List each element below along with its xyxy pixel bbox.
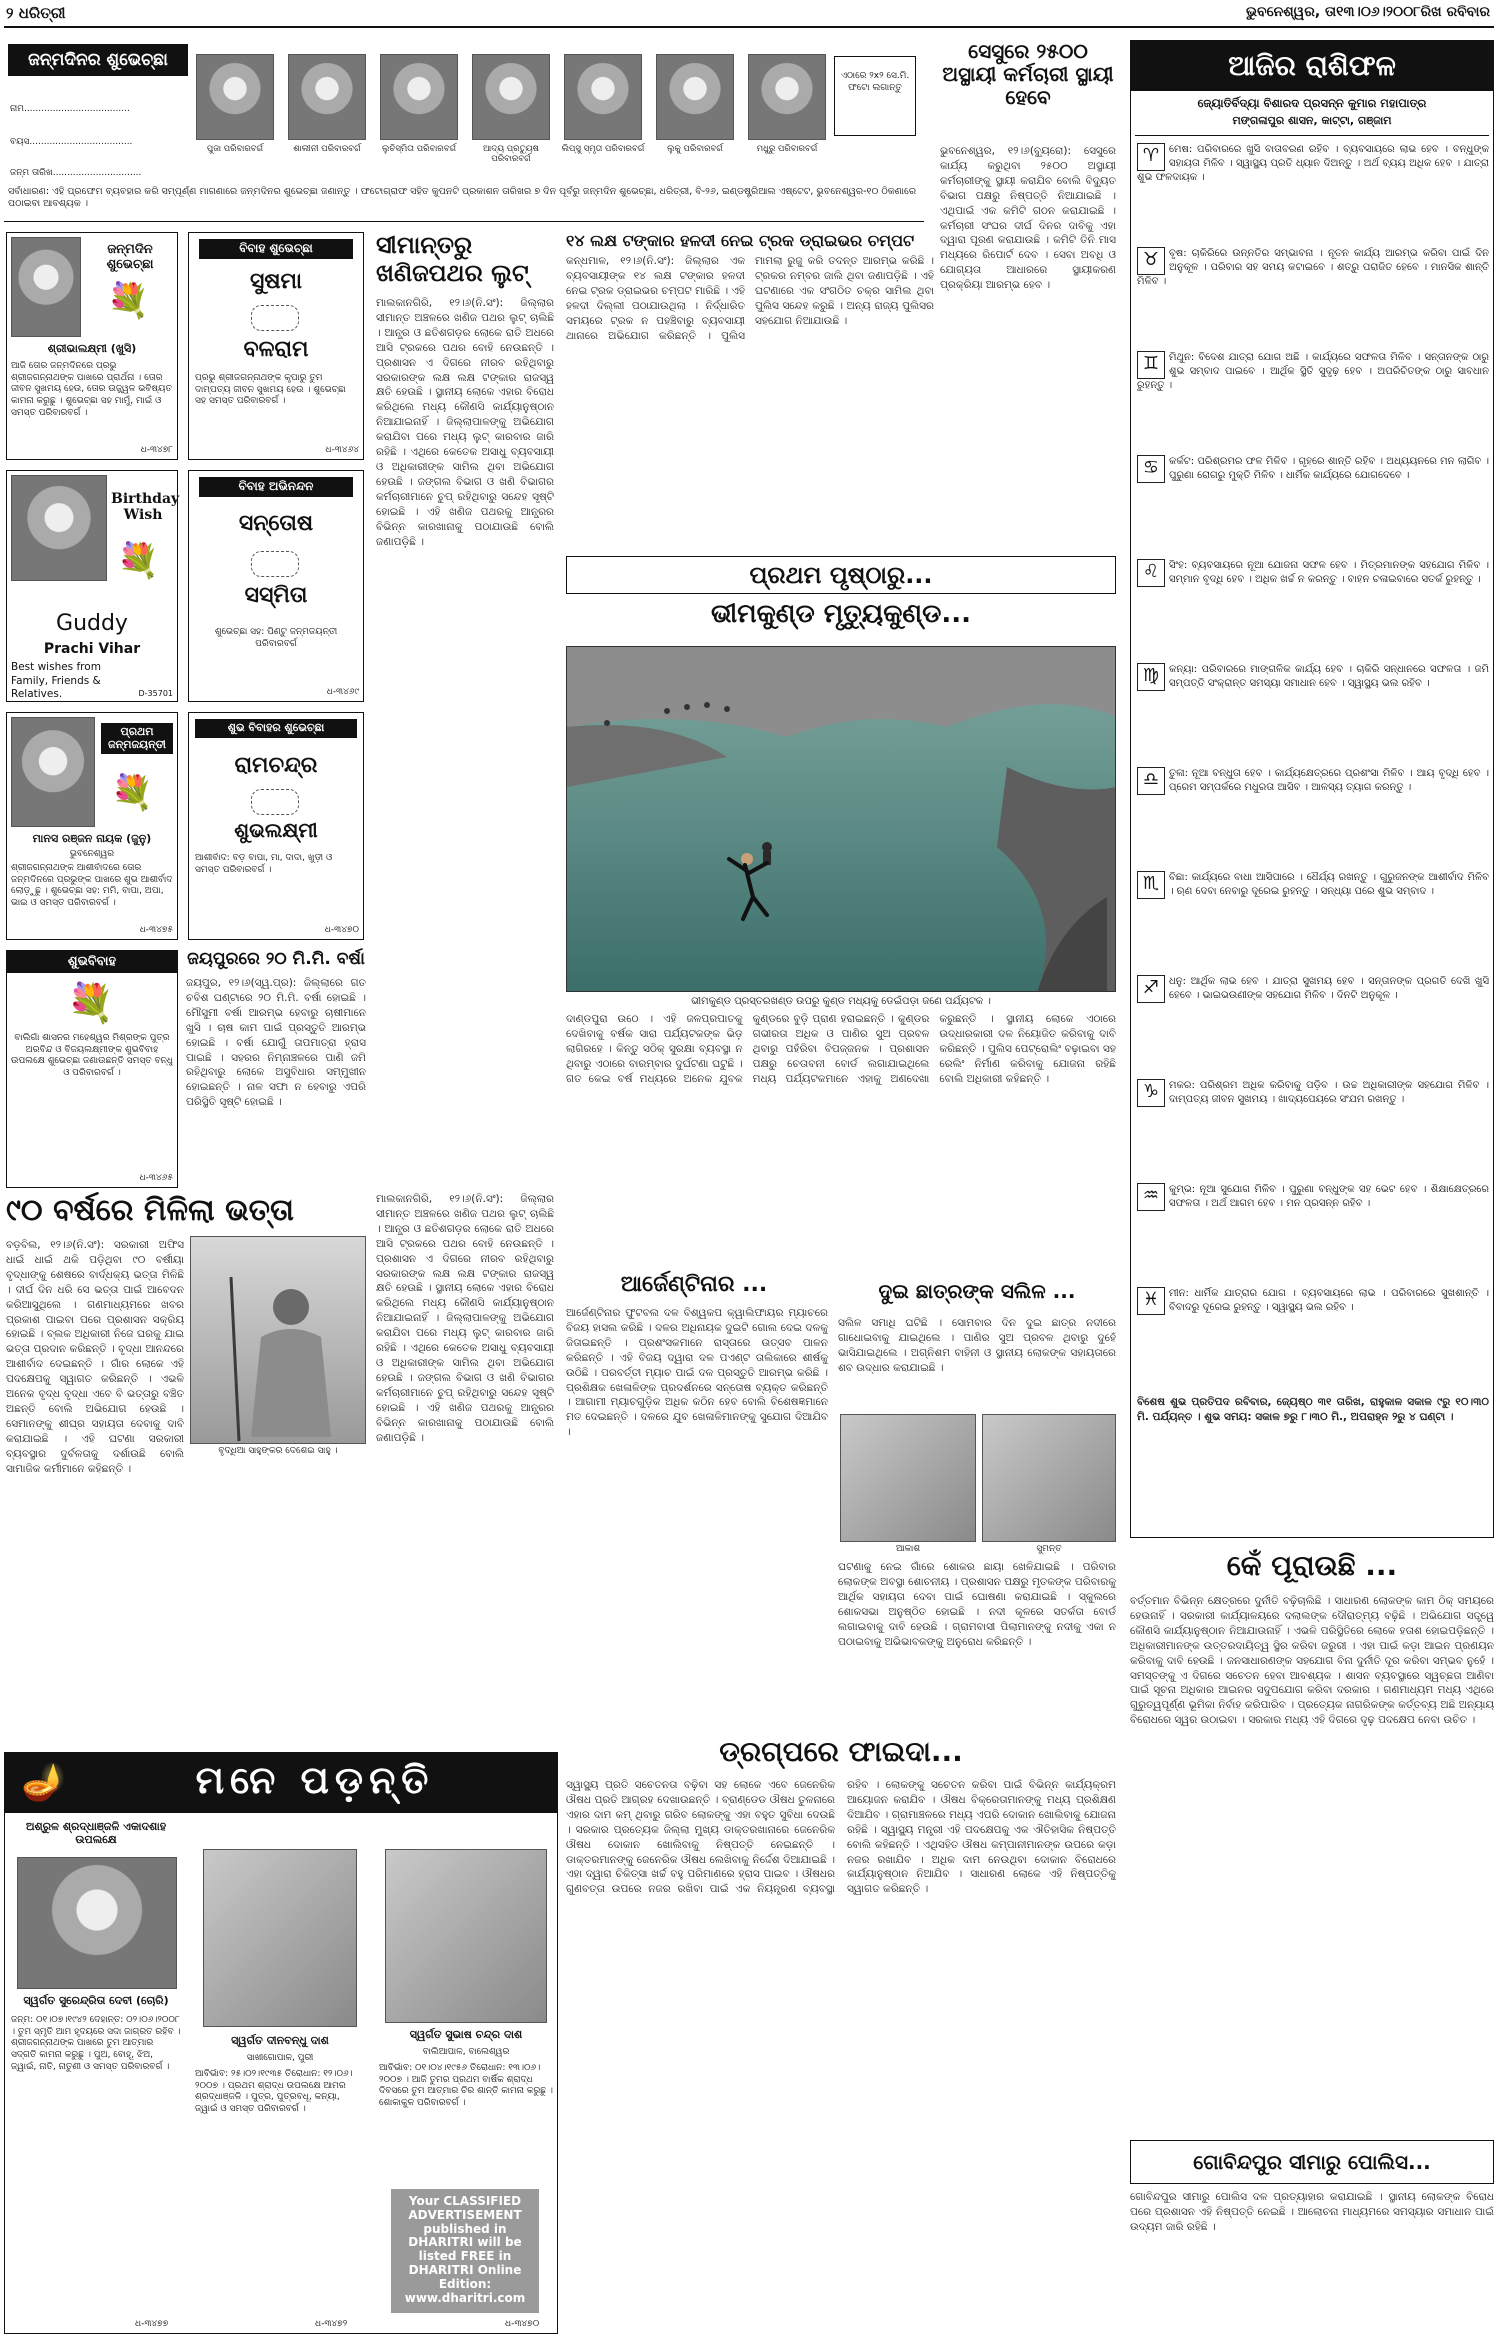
rashi-entry xyxy=(1137,1079,1489,1179)
thumbnail-caption: ପୁଜା ପରିବାରବର୍ଗ xyxy=(206,144,264,154)
child-photo xyxy=(11,717,95,827)
drug-headline: ଡ୍ରଗ୍‌ପରେ ଫାଇଦା... xyxy=(719,1735,963,1768)
student-caption-1: ଆକାଶ xyxy=(895,1544,921,1554)
header-rule xyxy=(4,26,1494,28)
c3-title: ପ୍ରଥମ ଜନ୍ମଜୟନ୍ତୀ xyxy=(101,723,173,754)
bhima-body: ଦାଣ୍ଡପୁରା ଉଠେ । ଏହି ଜଳପ୍ରପାତକୁ ଦେଖିବାକୁ ବର୍ଷକ ସାରା ପର୍ଯ୍ୟଟକଙ୍କ ଭିଡ଼ ଲାଗିରହେ । କିନ୍ତୁ ସଠିକ୍ ସୁରକ୍ଷା ବ୍ୟବସ୍ଥା ନ ଥିବାରୁ ଏଠାରେ ବାରମ୍ବାର ଦୁର୍ଘଟଣା ଘଟୁଛି । ଗତ କେଇ ବର୍ଷ ମଧ୍ୟରେ ଅନେକ ଯୁବକ କୁଣ୍ଡରେ ବୁଡ଼ି ପ୍ରାଣ ହରାଇଛନ୍ତି । କୁଣ୍ଡର ଗଭୀରତା ଅଧିକ ଓ ପାଣିର ସୁଅ ପ୍ରବଳ ଥିବାରୁ ପହଁରିବା ବିପଜ୍ଜନକ । ପ୍ରଶାସନ ପକ୍ଷରୁ ଚେତାବନୀ ବୋର୍ଡ ଲଗାଯାଇଥିଲେ ମଧ୍ୟ ପର୍ଯ୍ୟଟକମାନେ ଏହାକୁ ଅଣଦେଖା କରୁଛନ୍ତି । ସ୍ଥାନୀୟ ଲୋକେ ଏଠାରେ ଉଦ୍ଧାରକାରୀ ଦଳ ନିୟୋଜିତ କରିବାକୁ ଦାବି କରିଛନ୍ତି । ପୁଲିସ ପେଟ୍ରୋଲିଂ ବଢ଼ାଇବା ସହ ରେଲିଂ ନିର୍ମାଣ କରିବାକୁ ଯୋଜନା ରହିଛି ବୋଲି ଅଧିକାରୀ କହିଛନ୍ତି । xyxy=(566,1013,1116,1085)
rain-headline: ଜୟପୁରରେ ୨୦ ମି.ମି. ବର୍ଷା xyxy=(187,949,365,969)
child-photo xyxy=(11,475,107,581)
birthday-title: ଜନ୍ମଦିନର ଶୁଭେଚ୍ଛା xyxy=(8,44,188,76)
gobind-headline: ଗୋବିନ୍ଦପୁର ସୀମାରୁ ପୋଲିସ... xyxy=(1193,2150,1431,2174)
p3-photo xyxy=(385,1849,547,2023)
m2-groom: ସନ୍ତୋଷ xyxy=(238,511,314,536)
chhatra-headline: ଦୁଇ ଛାତ୍ରଙ୍କ ସଲିଳ ... xyxy=(878,1279,1076,1303)
kempura-headline: କେଁ ପୂରାଉଛି ... xyxy=(1226,1549,1398,1582)
p1-code: ଧ-୩୪୭୭ xyxy=(135,2319,169,2329)
rashi-text: ମିଥୁନ: ବିଦେଶ ଯାତ୍ରା ଯୋଗ ଅଛି । କାର୍ଯ୍ୟରେ ସଫଳତା ମିଳିବ । ସନ୍ତାନଙ୍କ ଠାରୁ ଶୁଭ ସମ୍ବାଦ ପାଇବେ । ଆର୍ଥିକ ସ୍ଥିତି ସୁଦୃଢ଼ ହେବ । ଅପରିଚିତଙ୍କ ଠାରୁ ସାବଧାନ ରୁହନ୍ତୁ । xyxy=(1137,352,1489,391)
thumbnail-caption: ମଧୁରୁ ପରିବାରବର୍ଗ xyxy=(756,144,818,154)
rashi-entry xyxy=(1137,975,1489,1075)
rashi-text: ମୀନ: ଧାର୍ମିକ ଯାତ୍ରାର ଯୋଗ । ବ୍ୟବସାୟରେ ଲାଭ । ପରିବାରରେ ସୁଖଶାନ୍ତି । ବିବାଦରୁ ଦୂରେଇ ରୁହନ୍ତୁ । ସ୍ୱାସ୍ଥ୍ୟ ଭଲ ରହିବ । xyxy=(1169,1288,1489,1313)
thumbnail-photo xyxy=(380,54,458,140)
p3-place: ବାଲିଆପାଳ, ବାଲେଶ୍ୱର xyxy=(422,2047,510,2057)
thumbnail-photo xyxy=(196,54,274,140)
hands-icon xyxy=(251,551,299,577)
rashifala-footer: ବିଶେଷ ଶୁଭ ପ୍ରତିପଦ ରବିବାର, ଜ୍ୟେଷ୍ଠ ୩୧ ତାରିଖ, ରାହୁକାଳ ସକାଳ ୯ରୁ ୧୦।୩୦ ମି. ପର୍ଯ୍ୟନ୍ତ । ଶୁଭ ସମୟ: ସକାଳ ୭ରୁ ୮।୩୦ ମି., ଅପରାହ୍ନ ୨ରୁ ୪ ଘଣ୍ଟା । xyxy=(1137,1396,1489,1423)
argentina-headline: ଆର୍ଜେଣ୍ଟିନାର ... xyxy=(620,1272,768,1297)
rashi-text: କର୍କଟ: ପରିଶ୍ରମର ଫଳ ମିଳିବ । ଗୃହରେ ଶାନ୍ତି ରହିବ । ଅଧ୍ୟୟନରେ ମନ ଲାଗିବ । ପୁରୁଣା ରୋଗରୁ ମୁକ୍ତି ମିଳିବ । ଧାର୍ମିକ କାର୍ଯ୍ୟରେ ଯୋଗଦେବେ । xyxy=(1169,456,1489,481)
thumbnail-photo xyxy=(656,54,734,140)
c2-code: D-35701 xyxy=(138,688,173,698)
rashi-text: ମକର: ପରିଶ୍ରମ ଅଧିକ କରିବାକୁ ପଡ଼ିବ । ଉଚ୍ଚ ଅଧିକାରୀଙ୍କ ସହଯୋଗ ମିଳିବ । ଦାମ୍ପତ୍ୟ ଜୀବନ ସୁଖମୟ । ଖାଦ୍ୟପେୟରେ ସଂଯମ ରଖନ୍ତୁ । xyxy=(1169,1080,1489,1105)
rashifala-section xyxy=(1130,40,1494,1538)
m2-text: ଶୁଭେଚ୍ଛା ସହ: ପିଣ୍ଟୁ ଜନ୍ମଜୟନ୍ତୀ ପରିବାରବର୍ଗ xyxy=(214,627,338,649)
p1-name: ସ୍ୱର୍ଗତ ସୁରେନ୍ଦ୍ରିତା ଦେବୀ (ଚୋରି) xyxy=(23,1994,169,2007)
zodiac-icon: ♉ xyxy=(1137,247,1165,275)
classified-birthday-1 xyxy=(6,232,178,460)
c2-title: Birthday Wish xyxy=(111,491,180,524)
bhima-headline: ଭୀମକୁଣ୍ଡ ମୃତ୍ୟୁକୁଣ୍ଡ... xyxy=(711,599,971,629)
m3-text: ଆଶୀର୍ବାଦ: ବଡ଼ ବାପା, ମା, ଦାଦା, ଖୁଡ଼ୀ ଓ ସମସ୍ତ ପରିବାରବର୍ଗ । xyxy=(195,853,333,875)
rashifala-place: ମଙ୍ଗଳାପୁର ଶାସନ, କାଟ୍ଟା, ଗଞ୍ଜାମ xyxy=(1232,114,1392,127)
m2-head: ବିବାହ ଅଭିନନ୍ଦନ xyxy=(199,477,353,497)
rashi-text: ବୃଷ: ଚାକିରିରେ ଉନ୍ନତିର ସମ୍ଭାବନା । ନୂତନ କାର୍ଯ୍ୟ ଆରମ୍ଭ କରିବା ପାଇଁ ଦିନ ଅନୁକୂଳ । ପରିବାର ସହ ସମୟ କଟାଇବେ । ଶତ୍ରୁ ପରାଜିତ ହେବେ । ମାନସିକ ଶାନ୍ତି ମିଳିବ । xyxy=(1137,248,1489,287)
rashi-entry xyxy=(1137,247,1489,347)
c4-code: ଧ-୩୪୬୫ xyxy=(139,1173,173,1184)
rashifala-title: ଆଜିର ରାଶିଫଳ xyxy=(1131,41,1493,91)
prathama-label: ପ୍ରଥମ ପୃଷ୍ଠାରୁ... xyxy=(749,561,933,589)
drug-body: ସ୍ୱାସ୍ଥ୍ୟ ପ୍ରତି ସଚେତନତା ବଢ଼ିବା ସହ ଲୋକେ ଏବେ ଜେନେରିକ ଔଷଧ ପ୍ରତି ଆଗ୍ରହ ଦେଖାଉଛନ୍ତି । ବ୍ରାଣ୍ଡେଡ ଔଷଧ ତୁଳନାରେ ଏହାର ଦାମ କମ୍ ଥିବାରୁ ଗରିବ ଲୋକଙ୍କୁ ଏହା ବହୁତ ସୁବିଧା ଦେଉଛି । ସରକାର ପ୍ରତ୍ୟେକ ଜିଲ୍ଲା ମୁଖ୍ୟ ଡାକ୍ତରଖାନାରେ ଜେନେରିକ ଔଷଧ ଦୋକାନ ଖୋଲିବାକୁ ନିଷ୍ପତ୍ତି ନେଇଛନ୍ତି । ଡାକ୍ତରମାନଙ୍କୁ ଜେନେରିକ ଔଷଧ ଲେଖିବାକୁ ନିର୍ଦ୍ଦେଶ ଦିଆଯାଇଛି । ଏହା ଦ୍ୱାରା ଚିକିତ୍ସା ଖର୍ଚ୍ଚ ବହୁ ପରିମାଣରେ ହ୍ରାସ ପାଇବ । ଔଷଧର ଗୁଣବତ୍ତା ଉପରେ ନଜର ରଖିବା ପାଇଁ ଏକ ନିୟନ୍ତ୍ରଣ ବ୍ୟବସ୍ଥା ରହିବ । ଲୋକଙ୍କୁ ସଚେତନ କରିବା ପାଇଁ ବିଭିନ୍ନ କାର୍ଯ୍ୟକ୍ରମ ଆୟୋଜନ କରାଯିବ । ଔଷଧ ବିକ୍ରେତାମାନଙ୍କୁ ମଧ୍ୟ ପ୍ରଶିକ୍ଷଣ ଦିଆଯିବ । ଗ୍ରାମାଞ୍ଚଳରେ ମଧ୍ୟ ଏପରି ଦୋକାନ ଖୋଲିବାକୁ ଯୋଜନା ରହିଛି । ସ୍ୱାସ୍ଥ୍ୟ ମନ୍ତ୍ରୀ ଏହି ପଦକ୍ଷେପକୁ ଏକ ଐତିହାସିକ ନିଷ୍ପତ୍ତି ବୋଲି କହିଛନ୍ତି । ଏଥିସହିତ ଔଷଧ କମ୍ପାନୀମାନଙ୍କ ଉପରେ କଡ଼ା ନଜର ରଖାଯିବ । ଅଧିକ ଦାମ ନେଉଥିବା ଦୋକାନ ବିରୋଧରେ କାର୍ଯ୍ୟାନୁଷ୍ଠାନ ନିଆଯିବ । ସାଧାରଣ ଲୋକେ ଏହି ନିଷ୍ପତ୍ତିକୁ ସ୍ୱାଗତ କରିଛନ୍ତି । xyxy=(566,1779,1116,1896)
m1-head: ବିବାହ ଶୁଭେଚ୍ଛା xyxy=(199,239,353,259)
bhatta-headline: ୯୦ ବର୍ଷରେ ମିଳିଲା ଭତ୍ତା xyxy=(6,1193,294,1228)
p1-text: ଜନ୍ମ: ୦୧।୦୭।୧୯୪୨ ଦେହାନ୍ତ: ୦୨।୦୬।୨୦୦୮ । ତୁମ ସ୍ମୃତି ଆମ ହୃଦୟରେ ସଦା ଜାଗ୍ରତ ରହିବ । ଶ୍ରୀଜଗନ୍ନାଥଙ୍କ ପାଖରେ ତୁମ ଆତ୍ମାର ସଦ୍ଗତି କାମନା କରୁଛୁ । ପୁଅ, ବୋହୂ, ଝିଅ, ଜ୍ୱାଇଁ, ନାତି, ନାତୁଣୀ ଓ ସମସ୍ତ ପରିବାରବର୍ଗ । xyxy=(11,2015,181,2072)
c1-code: ଧ-୩୪୭୮ xyxy=(140,445,173,456)
bhima-caption: ଭୀମକୁଣ୍ଡ ପ୍ରସ୍ତରଖଣ୍ଡ ଉପରୁ କୁଣ୍ଡ ମଧ୍ୟକୁ ଡେଇଁପଡ଼ା ଜଣେ ପର୍ଯ୍ୟଟକ । xyxy=(691,996,991,1007)
zodiac-icon: ♋ xyxy=(1137,455,1165,483)
form-name: ନାମ..................................... xyxy=(10,104,130,114)
zodiac-icon: ♌ xyxy=(1137,559,1165,587)
p3-name: ସ୍ୱର୍ଗତ ସୁଭାଷ ଚନ୍ଦ୍ର ଦାଶ xyxy=(409,2028,523,2041)
student-caption-2: ସୁମନ୍ତ xyxy=(1036,1544,1062,1554)
rashi-text: ତୁଳା: ନୂଆ ବନ୍ଧୁତା ହେବ । କାର୍ଯ୍ୟକ୍ଷେତ୍ରରେ ପ୍ରଶଂସା ମିଳିବ । ଆୟ ବୃଦ୍ଧି ହେବ । ପ୍ରେମ ସମ୍ପର୍କରେ ମଧୁରତା ଆସିବ । ଆଳସ୍ୟ ତ୍ୟାଗ କରନ୍ତୁ । xyxy=(1169,768,1489,793)
bhima-photo xyxy=(566,646,1116,992)
thumbnail-photo xyxy=(564,54,642,140)
m3-bride: ଶୁଭଲକ୍ଷ୍ମୀ xyxy=(234,818,318,842)
obituary-banner xyxy=(5,1753,557,1813)
m1-code: ଧ-୩୪୬୪ xyxy=(325,445,359,456)
c2-name: Guddy xyxy=(56,611,128,636)
obituary-title: ମନେ ପଡ଼ନ୍ତି xyxy=(195,1758,435,1802)
bouquet-icon: 💐 xyxy=(111,773,154,813)
p1-photo xyxy=(17,1857,177,1989)
c3-text: ଶ୍ରୀଜଗନ୍ନାଥଙ୍କ ଆଶୀର୍ବାଦରେ ତୋର ଜନ୍ମଦିନରେ ପ୍ରଭୁଙ୍କ ପାଖରେ ଶୁଭ ଆଶୀର୍ବାଦ ଲୋଡ଼ୁଛୁ । ଶୁଭେଚ୍ଛା ସହ: ମମି, ବାପା, ଅପା, ଭାଇ ଓ ସମସ୍ତ ପରିବାରବର୍ଗ । xyxy=(11,863,173,909)
zodiac-icon: ♓ xyxy=(1137,1287,1165,1315)
rashi-text: ସିଂହ: ବ୍ୟବସାୟରେ ନୂଆ ଯୋଜନା ସଫଳ ହେବ । ମିତ୍ରମାନଙ୍କ ସହଯୋଗ ମିଳିବ । ସମ୍ମାନ ବୃଦ୍ଧି ହେବ । ଅଧିକ ଖର୍ଚ୍ଚ ନ କରନ୍ତୁ । ବାହନ ଚଳାଇବାରେ ସତର୍କ ରୁହନ୍ତୁ । xyxy=(1169,560,1489,585)
p2-name: ସ୍ୱର୍ଗତ ଦୀନବନ୍ଧୁ ଦାଶ xyxy=(231,2034,329,2047)
c1-text: ଆଜି ତୋର ଜନ୍ମଦିନରେ ପ୍ରଭୁ ଶ୍ରୀଜଗନ୍ନାଥଙ୍କ ପାଖରେ ପ୍ରାର୍ଥନା । ତୋର ଜୀବନ ସୁଖମୟ ହେଉ, ତୋର ଉଜ୍ଜ୍ୱଳ ଭବିଷ୍ୟତ କାମନା କରୁଛୁ । ଶୁଭେଚ୍ଛା ସହ ମାମୁଁ, ମାଇଁ ଓ ସମସ୍ତ ପରିବାରବର୍ଗ । xyxy=(11,361,172,418)
obituary-section xyxy=(4,1752,558,2334)
c2-text: Best wishes from Family, Friends & Relatives. xyxy=(11,661,101,701)
c1-title: ଜନ୍ମଦିନ ଶୁଭେଚ୍ଛା xyxy=(106,242,154,272)
rashi-entry xyxy=(1137,143,1489,243)
elderly-woman-illustration xyxy=(191,1237,367,1445)
rashifala-rule xyxy=(1135,135,1489,136)
p1-head: ଅଶ୍ରୁଳ ଶ୍ରଦ୍ଧାଞ୍ଜଳି ଏକାଦଶାହ ଉପଲକ୍ଷେ xyxy=(25,1820,167,1846)
m1-text: ପ୍ରଭୁ ଶ୍ରୀଜଗନ୍ନାଥଙ୍କ କୃପାରୁ ତୁମ ଦାମ୍ପତ୍ୟ ଜୀବନ ସୁଖମୟ ହେଉ । ଶୁଭେଚ୍ଛା ସହ ସମସ୍ତ ପରିବାରବର୍ଗ । xyxy=(195,373,346,407)
rashi-entry xyxy=(1137,1287,1489,1387)
zodiac-icon: ♎ xyxy=(1137,767,1165,795)
rashi-entry xyxy=(1137,351,1489,451)
thumbnail-caption: ଲୁକୁ ପରିବାରବର୍ଗ xyxy=(667,144,723,154)
bhatta-photo xyxy=(190,1236,366,1444)
marriage-ad-3 xyxy=(188,712,364,940)
p3-text: ଆବିର୍ଭାବ: ୦୧।୦୪।୧୯୫୬ ତିରୋଧାନ: ୧୩।୦୬।୨୦୦୭ । ଆଜି ତୁମର ପ୍ରଥମ ବାର୍ଷିକ ଶ୍ରାଦ୍ଧ ଦିବସରେ ତୁମ ଆତ୍ମାର ଚିର ଶାନ୍ତି କାମନା କରୁଛୁ । ଶୋକାକୁଳ ପରିବାରବର୍ଗ । xyxy=(379,2063,553,2109)
m3-head: ଶୁଭ ବିବାହର ଶୁଭେଚ୍ଛା xyxy=(195,719,357,738)
chhatra-body: ସଲିଳ ସମାଧି ଘଟିଛି । ସୋମବାର ଦିନ ଦୁଇ ଛାତ୍ର ନଦୀରେ ଗାଧୋଇବାକୁ ଯାଇଥିଲେ । ପାଣିର ସୁଅ ପ୍ରବଳ ଥିବାରୁ ଦୁହେଁ ଭାସିଯାଇଥିଲେ । ଅଗ୍ନିଶମ ବାହିନୀ ଓ ସ୍ଥାନୀୟ ଲୋକଙ୍କ ସହାୟତାରେ ଶବ ଉଦ୍ଧାର କରାଯାଇଛି । xyxy=(838,1317,1116,1374)
gobind-banner xyxy=(1130,2140,1494,2184)
form-date: ଜନ୍ମ ତାରିଖ............................... xyxy=(10,168,142,178)
c3-place: ଭୁବନେଶ୍ୱର xyxy=(69,849,115,859)
c4-title: ଶୁଭବିବାହ xyxy=(7,951,177,973)
truck-headline: ୧୪ ଲକ୍ଷ ଟଙ୍କାର ହଳଦୀ ନେଇ ଟ୍ରକ ଡ୍ରାଇଭର ଚମ୍ପଟ xyxy=(566,231,915,250)
form-age: ବୟସ.................................... xyxy=(10,137,133,147)
m2-code: ଧ-୩୪୬୯ xyxy=(326,687,359,698)
rashi-text: କନ୍ୟା: ପରିବାରରେ ମାଙ୍ଗଳିକ କାର୍ଯ୍ୟ ହେବ । ଚାକିରି ସନ୍ଧାନରେ ସଫଳତା । ଜମି ସମ୍ପତ୍ତି ସଂକ୍ରାନ୍ତ ସମସ୍ୟା ସମାଧାନ ହେବ । ସ୍ୱାସ୍ଥ୍ୟ ଭଲ ରହିବ । xyxy=(1169,664,1489,689)
zodiac-icon: ♍ xyxy=(1137,663,1165,691)
rashi-entry xyxy=(1137,663,1489,763)
kempura-body: ବର୍ତ୍ତମାନ ବିଭିନ୍ନ କ୍ଷେତ୍ରରେ ଦୁର୍ନୀତି ବଢ଼ିଚାଲିଛି । ସାଧାରଣ ଲୋକଙ୍କ କାମ ଠିକ୍ ସମୟରେ ହେଉନାହିଁ । ସରକାରୀ କାର୍ଯ୍ୟାଳୟରେ ଦଲାଲଙ୍କ ଦୌରାତ୍ମ୍ୟ ବଢ଼ିଛି । ଅଭିଯୋଗ ସତ୍ତ୍ୱେ କୌଣସି କାର୍ଯ୍ୟାନୁଷ୍ଠାନ ନିଆଯାଉନାହିଁ । ଏଭଳି ପରିସ୍ଥିତିରେ ଲୋକେ ହତାଶ ହୋଇପଡ଼ିଛନ୍ତି । ଅଧିକାରୀମାନଙ୍କ ଉତ୍ତରଦାୟିତ୍ୱ ସ୍ଥିର କରିବା ଜରୁରୀ । ଏହା ପାଇଁ କଡ଼ା ଆଇନ ପ୍ରଣୟନ କରିବାକୁ ଦାବି ହେଉଛି । ଜନସାଧାରଣଙ୍କ ସହଯୋଗ ବିନା ଦୁର୍ନୀତି ଦୂର କରିବା ସମ୍ଭବ ନୁହେଁ । ସମସ୍ତଙ୍କୁ ଏ ଦିଗରେ ସଚେତନ ହେବା ଆବଶ୍ୟକ । ଶାସନ ବ୍ୟବସ୍ଥାରେ ସ୍ୱଚ୍ଛତା ଆଣିବା ପାଇଁ ସୂଚନା ଅଧିକାର ଆଇନର ସଦୁପଯୋଗ କରିବା ଦରକାର । ଗଣମାଧ୍ୟମ ମଧ୍ୟ ଏଥିରେ ଗୁରୁତ୍ୱପୂର୍ଣ୍ଣ ଭୂମିକା ନିର୍ବାହ କରିପାରିବ । ପ୍ରତ୍ୟେକ ନାଗରିକଙ୍କ କର୍ତ୍ତବ୍ୟ ଅଛି ଅନ୍ୟାୟ ବିରୋଧରେ ସ୍ୱର ଉଠାଇବା । ସରକାର ମଧ୍ୟ ଏହି ଦିଗରେ ଦୃଢ଼ ପଦକ୍ଷେପ ନେବା ଉଚିତ । xyxy=(1130,1595,1494,1727)
rashifala-byline: ଜ୍ୟୋତିର୍ବିଦ୍ୟା ବିଶାରଦ ପ୍ରସନ୍ନ କୁମାର ମହାପାତ୍ର xyxy=(1197,96,1427,110)
m3-groom: ରାମଚନ୍ଦ୍ର xyxy=(234,753,318,778)
classified-birthday-2 xyxy=(6,470,178,702)
p2-place: ସାଖୀଗୋପାଳ, ପୁରୀ xyxy=(246,2053,314,2063)
c3-code: ଧ-୩୪୭୫ xyxy=(139,925,173,936)
thumbnail-caption: ଲୁଚିସ୍ମିତା ପରିବାରବର୍ଗ xyxy=(381,144,457,154)
page-number: ୨ ଧରିତ୍ରୀ xyxy=(6,4,66,22)
zodiac-icon: ♒ xyxy=(1137,1183,1165,1211)
c1-name: ଶ୍ରୀଭାଲକ୍ଷ୍ମୀ (ଖୁସି) xyxy=(47,342,137,355)
rashi-entry xyxy=(1137,1183,1489,1283)
dateline: ଭୁବନେଶ୍ୱର, ତା୧୩।୦୬।୨୦୦୮ରିଖ ରବିବାର xyxy=(1246,4,1490,20)
rashi-entry xyxy=(1137,559,1489,659)
m2-bride: ସସ୍ମିତା xyxy=(244,583,308,608)
rashi-text: କୁମ୍ଭ: ନୂଆ ସୁଯୋଗ ମିଳିବ । ପୁରୁଣା ବନ୍ଧୁଙ୍କ ସହ ଭେଟ ହେବ । ଶିକ୍ଷାକ୍ଷେତ୍ରରେ ସଫଳତା । ଅର୍ଥ ଆଗମ ହେବ । ମନ ପ୍ରସନ୍ନ ରହିବ । xyxy=(1169,1184,1489,1209)
student-photo-2 xyxy=(982,1414,1116,1542)
birthday-note: ସର୍ବାଧାରଣ: ଏହି ପ୍ରଫେମ ବ୍ୟବହାର କରି ସମ୍ପୂର୍ଣ୍ଣ ମାଗଣାରେ ଜନ୍ମଦିନର ଶୁଭେଚ୍ଛା ଜଣାନ୍ତୁ । ଫଟୋଗ୍ରାଫ ସହିତ କୁପନଟି ପ୍ରକାଶନ ତାରିଖର ୭ ଦିନ ପୂର୍ବରୁ ଜନ୍ମଦିନ ଶୁଭେଚ୍ଛା, ଧରିତ୍ରୀ, ବି-୨୬, ଇଣ୍ଡଷ୍ଟ୍ରିଆଲ ଏଷ୍ଟେଟ, ଭୁବନେଶ୍ୱର-୧୦ ଠିକଣାରେ ପଠାଇବା ଆବଶ୍ୟକ । xyxy=(8,186,917,210)
m1-groom: ସୁଷମା xyxy=(249,269,303,294)
m3-code: ଧ-୩୪୭୦ xyxy=(324,925,359,936)
zodiac-icon: ♏ xyxy=(1137,871,1165,899)
birthday-coupon xyxy=(4,34,924,222)
c3-name: ମାନସ ରଞ୍ଜନ ନାୟକ (ଜୁନୁ) xyxy=(32,832,152,845)
khanij-continued: ମାଲକାନଗିରି, ୧୨।୬(ନି.ସଂ): ଜିଲ୍ଲାର ସୀମାନ୍ତ ଅଞ୍ଚଳରେ ଖଣିଜ ପଥର ଲୁଟ୍ ଚାଲିଛି । ଆନ୍ଧ୍ର ଓ ଛତିଶଗଡ଼ର ଲୋକେ ରାତି ଅଧରେ ଆସି ଟ୍ରକରେ ପଥର ବୋହି ନେଉଛନ୍ତି । ପ୍ରଶାସନ ଏ ଦିଗରେ ନୀରବ ରହିଥିବାରୁ ସରକାରଙ୍କ ଲକ୍ଷ ଲକ୍ଷ ଟଙ୍କାର ରାଜସ୍ୱ କ୍ଷତି ହେଉଛି । ସ୍ଥାନୀୟ ଲୋକେ ଏହାର ବିରୋଧ କରିଥିଲେ ମଧ୍ୟ କୌଣସି କାର୍ଯ୍ୟାନୁଷ୍ଠାନ ନିଆଯାଇନାହିଁ । ଜିଲ୍ଲାପାଳଙ୍କୁ ଅଭିଯୋଗ କରାଯିବା ପରେ ମଧ୍ୟ ଲୁଟ୍ କାରବାର ଜାରି ରହିଛି । ଏଥିରେ କେତେକ ଅସାଧୁ ବ୍ୟବସାୟୀ ଓ ଅଧିକାରୀଙ୍କ ସାମିଲ ଥିବା ଅଭିଯୋଗ ହେଉଛି । ଜଙ୍ଗଲ ବିଭାଗ ଓ ଖଣି ବିଭାଗର କର୍ମଚାରୀମାନେ ଚୁପ୍ ରହିଥିବାରୁ ସନ୍ଦେହ ସୃଷ୍ଟି ହୋଇଛି । ଏହି ଖଣିଜ ପଥରକୁ ଆନ୍ଧ୍ରର ବିଭିନ୍ନ କାରଖାନାକୁ ପଠାଯାଉଛି ବୋଲି ଜଣାପଡ଼ିଛି । xyxy=(376,1193,554,1444)
bouquet-icon: 💐 xyxy=(67,981,115,1025)
classified-birthday-3 xyxy=(6,712,178,940)
thumbnail-photo xyxy=(748,54,826,140)
m1-bride: ବଳରାମ xyxy=(243,337,309,362)
bouquet-icon: 💐 xyxy=(117,541,160,581)
c2-place: Prachi Vihar xyxy=(43,641,141,657)
c4-text: ବାଲିଗାଁ ଶାସନର ମହେଶ୍ୱର ମିଶ୍ରଙ୍କ ପୁତ୍ର ଅରବିନ୍ଦ ଓ ବିଜୟଲକ୍ଷ୍ମୀଙ୍କ ଶୁଭବିବାହ ଉପଲକ୍ଷେ ଶୁଭେଚ୍ଛା ଜଣାଉଛନ୍ତି ସମସ୍ତ ବନ୍ଧୁ ଓ ପରିବାରବର୍ଗ । xyxy=(11,1033,173,1079)
rashi-entry xyxy=(1137,871,1489,971)
p2-text: ଆବିର୍ଭାବ: ୨୫।୦୨।୧୯୩୫ ତିରୋଧାନ: ୧୨।୦୬।୨୦୦୭ । ପ୍ରଥମ ଶ୍ରାଦ୍ଧ ଉପଲକ୍ଷେ ଆମର ଶ୍ରଦ୍ଧାଞ୍ଜଳି । ପୁତ୍ର, ପୁତ୍ରବଧୂ, କନ୍ୟା, ଜ୍ୱାଇଁ ଓ ସମସ୍ତ ପରିବାରବର୍ଗ । xyxy=(195,2069,353,2115)
zodiac-icon: ♈ xyxy=(1137,143,1165,171)
hands-icon xyxy=(251,305,299,331)
rain-body: ଜୟପୁର, ୧୨।୬(ସ୍ୱ.ପ୍ର): ଜିଲ୍ଲାରେ ଗତ ଚବିଶ ଘଣ୍ଟାରେ ୨୦ ମି.ମି. ବର୍ଷା ହୋଇଛି । ମୌସୁମୀ ବର୍ଷା ଆରମ୍ଭ ହେବାରୁ ଚାଷୀମାନେ ଖୁସି । ଚାଷ କାମ ପାଇଁ ପ୍ରସ୍ତୁତି ଆରମ୍ଭ ହୋଇଛି । ବର୍ଷା ଯୋଗୁଁ ତାପମାତ୍ରା ହ୍ରାସ ପାଇଛି । ସହରର ନିମ୍ନାଞ୍ଚଳରେ ପାଣି ଜମି ରହିଥିବାରୁ ଲୋକେ ଅସୁବିଧାର ସମ୍ମୁଖୀନ ହୋଇଛନ୍ତି । ନାଳ ସଫା ନ ହେବାରୁ ଏପରି ପରିସ୍ଥିତି ସୃଷ୍ଟି ହୋଇଛି । xyxy=(186,977,366,1109)
argentina-body: ଆର୍ଜେଣ୍ଟିନାର ଫୁଟବଲ ଦଳ ବିଶ୍ୱକପ କ୍ୱାଲିଫାୟର ମ୍ୟାଚରେ ବିଜୟ ହାସଲ କରିଛି । ଦଳର ଅଧିନାୟକ ଦୁଇଟି ଗୋଲ ଦେଇ ଦଳକୁ ଜିତାଇଛନ୍ତି । ପ୍ରଶଂସକମାନେ ରାସ୍ତାରେ ଉତ୍ସବ ପାଳନ କରିଛନ୍ତି । ଏହି ବିଜୟ ଦ୍ୱାରା ଦଳ ପଏଣ୍ଟ ତାଲିକାରେ ଶୀର୍ଷକୁ ଉଠିଛି । ପରବର୍ତ୍ତୀ ମ୍ୟାଚ ପାଇଁ ଦଳ ପ୍ରସ୍ତୁତି ଆରମ୍ଭ କରିଛି । ପ୍ରଶିକ୍ଷକ ଖେଳାଳିଙ୍କ ପ୍ରଦର୍ଶନରେ ସନ୍ତୋଷ ବ୍ୟକ୍ତ କରିଛନ୍ତି । ଆଗାମୀ ମ୍ୟାଚଗୁଡ଼ିକ ଅଧିକ କଠିନ ହେବ ବୋଲି ବିଶେଷଜ୍ଞମାନେ ମତ ଦେଇଛନ୍ତି । ଦଳରେ ଯୁବ ଖେଳାଳିମାନଙ୍କୁ ସୁଯୋଗ ଦିଆଯିବ । xyxy=(566,1307,828,1439)
khanij-headline: ସୀମାନ୍ତରୁ ଖଣିଜପଥର ଲୁଟ୍ xyxy=(376,231,529,287)
thumbnail-caption: ଶାଲୀନୀ ପରିବାରବର୍ଗ xyxy=(293,144,361,154)
thumbnail-photo xyxy=(288,54,366,140)
thumbnail-photo xyxy=(472,54,550,140)
bhatta-body-left: ବଡ଼ବିଲ, ୧୨।୬(ନି.ସଂ): ସରକାରୀ ଅଫିସ ଧାଇଁ ଧାଇଁ ଥକି ପଡ଼ିଥିବା ୯୦ ବର୍ଷୀୟା ବୃଦ୍ଧାଙ୍କୁ ଶେଷରେ ବାର୍ଦ୍ଧକ୍ୟ ଭତ୍ତା ମିଳିଛି । ଦୀର୍ଘ ଦିନ ଧରି ସେ ଭତ୍ତା ପାଇଁ ଆବେଦନ କରିଆସୁଥିଲେ । ଗଣମାଧ୍ୟମରେ ଖବର ପ୍ରକାଶ ପାଇବା ପରେ ପ୍ରଶାସନ ସକ୍ରିୟ ହୋଇଛି । ବ୍ଲକ ଅଧିକାରୀ ନିଜେ ଘରକୁ ଯାଇ ଭତ୍ତା ପ୍ରଦାନ କରିଛନ୍ତି । ବୃଦ୍ଧା ଆନନ୍ଦରେ ଆଶୀର୍ବାଦ ଦେଇଛନ୍ତି । ଗାଁର ଲୋକେ ଏହି ପଦକ୍ଷେପକୁ ସ୍ୱାଗତ କରିଛନ୍ତି । ଏଭଳି ଅନେକ ବୃଦ୍ଧ ବୃଦ୍ଧା ଏବେ ବି ଭତ୍ତାରୁ ବଞ୍ଚିତ ଅଛନ୍ତି ବୋଲି ଅଭିଯୋଗ ହେଉଛି । ସେମାନଙ୍କୁ ଶୀଘ୍ର ସହାୟତା ଦେବାକୁ ଦାବି କରାଯାଇଛି । ଏହି ଘଟଣା ସରକାରୀ ବ୍ୟବସ୍ଥାର ଦୁର୍ବଳତାକୁ ଦର୍ଶାଉଛି ବୋଲି ସାମାଜିକ କର୍ମୀମାନେ କହିଛନ୍ତି । xyxy=(6,1239,184,1475)
rashi-text: ମେଷ: ପରିବାରରେ ଖୁସି ବାତାବରଣ ରହିବ । ବ୍ୟବସାୟରେ ଲାଭ ହେବ । ବନ୍ଧୁଙ୍କ ସହାୟତା ମିଳିବ । ସ୍ୱାସ୍ଥ୍ୟ ପ୍ରତି ଧ୍ୟାନ ଦିଅନ୍ତୁ । ଅର୍ଥ ବ୍ୟୟ ଅଧିକ ହେବ । ଯାତ୍ରା ଶୁଭ ଫଳଦାୟକ । xyxy=(1137,144,1489,183)
zodiac-icon: ♐ xyxy=(1137,975,1165,1003)
chhatra-body-2: ଘଟଣାକୁ ନେଇ ଗାଁରେ ଶୋକର ଛାୟା ଖେଳିଯାଇଛି । ପରିବାର ଲୋକଙ୍କ ଅବସ୍ଥା ଶୋଚନୀୟ । ପ୍ରଶାସନ ପକ୍ଷରୁ ମୃତକଙ୍କ ପରିବାରକୁ ଆର୍ଥିକ ସହାୟତା ଦେବା ପାଇଁ ଘୋଷଣା କରାଯାଇଛି । ସ୍କୁଲରେ ଶୋକସଭା ଅନୁଷ୍ଠିତ ହୋଇଛି । ନଦୀ କୂଳରେ ସତର୍କତା ବୋର୍ଡ ଲଗାଇବାକୁ ଦାବି ହେଉଛି । ଗ୍ରାମବାସୀ ପିଲାମାନଙ୍କୁ ନଦୀକୁ ଏକା ନ ପଠାଇବାକୁ ଅଭିଭାବକଙ୍କୁ ଅନୁରୋଧ କରିଛନ୍ତି । xyxy=(838,1561,1116,1648)
lamp-icon: 🪔 xyxy=(21,1762,66,1803)
truck-body: କନ୍ଧମାଳ, ୧୨।୬(ନି.ସଂ): ଜିଲ୍ଲାର ଏକ ବ୍ୟବସାୟୀଙ୍କ ୧୪ ଲକ୍ଷ ଟଙ୍କାର ହଳଦୀ ନେଇ ଟ୍ରକ ଡ୍ରାଇଭର ଚମ୍ପଟ ମାରିଛି । ଏହି ହଳଦୀ ଦିଲ୍ଲୀ ପଠାଯାଉଥିଲା । ନିର୍ଦ୍ଧାରିତ ସମୟରେ ଟ୍ରକ ନ ପହଞ୍ଚିବାରୁ ବ୍ୟବସାୟୀ ଥାନାରେ ଅଭିଯୋଗ କରିଛନ୍ତି । ପୁଲିସ ମାମଲା ରୁଜୁ କରି ତଦନ୍ତ ଆରମ୍ଭ କରିଛି । ଟ୍ରକର ନମ୍ବର ଜାଲି ଥିବା ଜଣାପଡ଼ିଛି । ଏହି ଘଟଣାରେ ଏକ ସଂଗଠିତ ଚକ୍ର ସାମିଲ ଥିବା ପୁଲିସ ସନ୍ଦେହ କରୁଛି । ଅନ୍ୟ ରାଜ୍ୟ ପୁଲିସର ସହଯୋଗ ନିଆଯାଉଛି । xyxy=(566,255,934,342)
zodiac-icon: ♊ xyxy=(1137,351,1165,379)
thumbnail-caption: ଲିପ୍ସୁ ସ୍ମୃତା ପରିବାରବର୍ଗ xyxy=(561,144,645,154)
bouquet-icon: 💐 xyxy=(107,281,150,321)
rashi-entry xyxy=(1137,455,1489,555)
ad-code: ଧ-୩୪୭୦ xyxy=(505,2319,540,2329)
classified-ad-box: Your CLASSIFIED ADVERTISEMENT published in DHARITRI will be listed FREE in DHARITRI Online Edition: www.dharitri.com xyxy=(391,2189,539,2313)
rashifala-list xyxy=(1137,143,1489,1389)
sesu-body: ଭୁବନେଶ୍ୱର, ୧୨।୬(ବ୍ୟୁରୋ): ସେସୁରେ କାର୍ଯ୍ୟ କରୁଥିବା ୨୫୦୦ ଅସ୍ଥାୟୀ କର୍ମଚାରୀଙ୍କୁ ସ୍ଥାୟୀ କରାଯିବ ବୋଲି ବିଦ୍ୟୁତ ବିଭାଗ ପକ୍ଷରୁ ନିଷ୍ପତ୍ତି ନିଆଯାଇଛି । ଏଥିପାଇଁ ଏକ କମିଟି ଗଠନ କରାଯାଇଛି । କର୍ମଚାରୀ ସଂଘର ଦୀର୍ଘ ଦିନର ଦାବିକୁ ଏହା ଦ୍ୱାରା ପୂରଣ କରାଯାଉଛି । କମିଟି ତିନି ମାସ ମଧ୍ୟରେ ରିପୋର୍ଟ ଦେବ । ସେବା ଅବଧି ଓ ଯୋଗ୍ୟତା ଆଧାରରେ ସ୍ଥାୟୀକରଣ ପ୍ରକ୍ରିୟା ଆରମ୍ଭ ହେବ । xyxy=(940,145,1116,292)
khanij-body: ମାଲକାନଗିରି, ୧୨।୬(ନି.ସଂ): ଜିଲ୍ଲାର ସୀମାନ୍ତ ଅଞ୍ଚଳରେ ଖଣିଜ ପଥର ଲୁଟ୍ ଚାଲିଛି । ଆନ୍ଧ୍ର ଓ ଛତିଶଗଡ଼ର ଲୋକେ ରାତି ଅଧରେ ଆସି ଟ୍ରକରେ ପଥର ବୋହି ନେଉଛନ୍ତି । ପ୍ରଶାସନ ଏ ଦିଗରେ ନୀରବ ରହିଥିବାରୁ ସରକାରଙ୍କ ଲକ୍ଷ ଲକ୍ଷ ଟଙ୍କାର ରାଜସ୍ୱ କ୍ଷତି ହେଉଛି । ସ୍ଥାନୀୟ ଲୋକେ ଏହାର ବିରୋଧ କରିଥିଲେ ମଧ୍ୟ କୌଣସି କାର୍ଯ୍ୟାନୁଷ୍ଠାନ ନିଆଯାଇନାହିଁ । ଜିଲ୍ଲାପାଳଙ୍କୁ ଅଭିଯୋଗ କରାଯିବା ପରେ ମଧ୍ୟ ଲୁଟ୍ କାରବାର ଜାରି ରହିଛି । ଏଥିରେ କେତେକ ଅସାଧୁ ବ୍ୟବସାୟୀ ଓ ଅଧିକାରୀଙ୍କ ସାମିଲ ଥିବା ଅଭିଯୋଗ ହେଉଛି । ଜଙ୍ଗଲ ବିଭାଗ ଓ ଖଣି ବିଭାଗର କର୍ମଚାରୀମାନେ ଚୁପ୍ ରହିଥିବାରୁ ସନ୍ଦେହ ସୃଷ୍ଟି ହୋଇଛି । ଏହି ଖଣିଜ ପଥରକୁ ଆନ୍ଧ୍ରର ବିଭିନ୍ନ କାରଖାନାକୁ ପଠାଯାଉଛି ବୋଲି ଜଣାପଡ଼ିଛି । xyxy=(376,297,554,548)
hands-icon xyxy=(251,789,299,815)
classified-wedding-left xyxy=(6,950,178,1188)
rashi-text: ବିଛା: କାର୍ଯ୍ୟରେ ବାଧା ଆସିପାରେ । ଧୈର୍ଯ୍ୟ ରଖନ୍ତୁ । ଗୁରୁଜନଙ୍କ ଆଶୀର୍ବାଦ ମିଳିବ । ଋଣ ଦେବା ନେବାରୁ ଦୂରେଇ ରୁହନ୍ତୁ । ସନ୍ଧ୍ୟା ପରେ ଶୁଭ ସମ୍ବାଦ । xyxy=(1169,872,1489,897)
bhatta-caption: ବୃଦ୍ଧିଆ ସାହୁଙ୍କର ଦେଶେଇ ସାହୁ । xyxy=(218,1446,338,1456)
p2-photo xyxy=(203,1849,357,2027)
zodiac-icon: ♑ xyxy=(1137,1079,1165,1107)
gobind-body: ଗୋବିନ୍ଦପୁର ସୀମାରୁ ପୋଲିସ ଦଳ ପ୍ରତ୍ୟାହାର କରାଯାଇଛି । ସ୍ଥାନୀୟ ଲୋକଙ୍କ ବିରୋଧ ପରେ ପ୍ରଶାସନ ଏହି ନିଷ୍ପତ୍ତି ନେଇଛି । ଆଲୋଚନା ମାଧ୍ୟମରେ ସମସ୍ୟାର ସମାଧାନ ପାଇଁ ଉଦ୍ୟମ ଜାରି ରହିଛି । xyxy=(1130,2191,1494,2233)
rashi-entry xyxy=(1137,767,1489,867)
p2-code: ଧ-୩୪୭୨ xyxy=(315,2319,348,2329)
child-photo xyxy=(11,237,81,337)
rashi-text: ଧନୁ: ଆର୍ଥିକ ଲାଭ ହେବ । ଯାତ୍ରା ସୁଖମୟ ହେବ । ସନ୍ତାନଙ୍କ ପ୍ରଗତି ଦେଖି ଖୁସି ହେବେ । ଭାଇଭଉଣୀଙ୍କ ସହଯୋଗ ମିଳିବ । ଦିନଟି ଅନୁକୂଳ । xyxy=(1169,976,1489,1001)
student-photo-1 xyxy=(840,1414,976,1542)
sesu-headline: ସେସୁରେ ୨୫୦୦ ଅସ୍ଥାୟୀ କର୍ମଚାରୀ ସ୍ଥାୟୀ ହେବେ xyxy=(942,39,1114,109)
waterfall-illustration xyxy=(567,647,1116,992)
marriage-ad-1 xyxy=(188,232,364,460)
prathama-banner xyxy=(566,556,1116,594)
thumbnail-caption: ଆଦ୍ୟ ପ୍ରତ୍ୟୁଷ ପରିବାରବର୍ଗ xyxy=(483,144,539,164)
marriage-ad-2 xyxy=(188,470,364,702)
photo-box: ଏଠାରେ ୨x୨ ସେ.ମି. ଫଟୋ ଲଗାନ୍ତୁ xyxy=(834,56,916,136)
